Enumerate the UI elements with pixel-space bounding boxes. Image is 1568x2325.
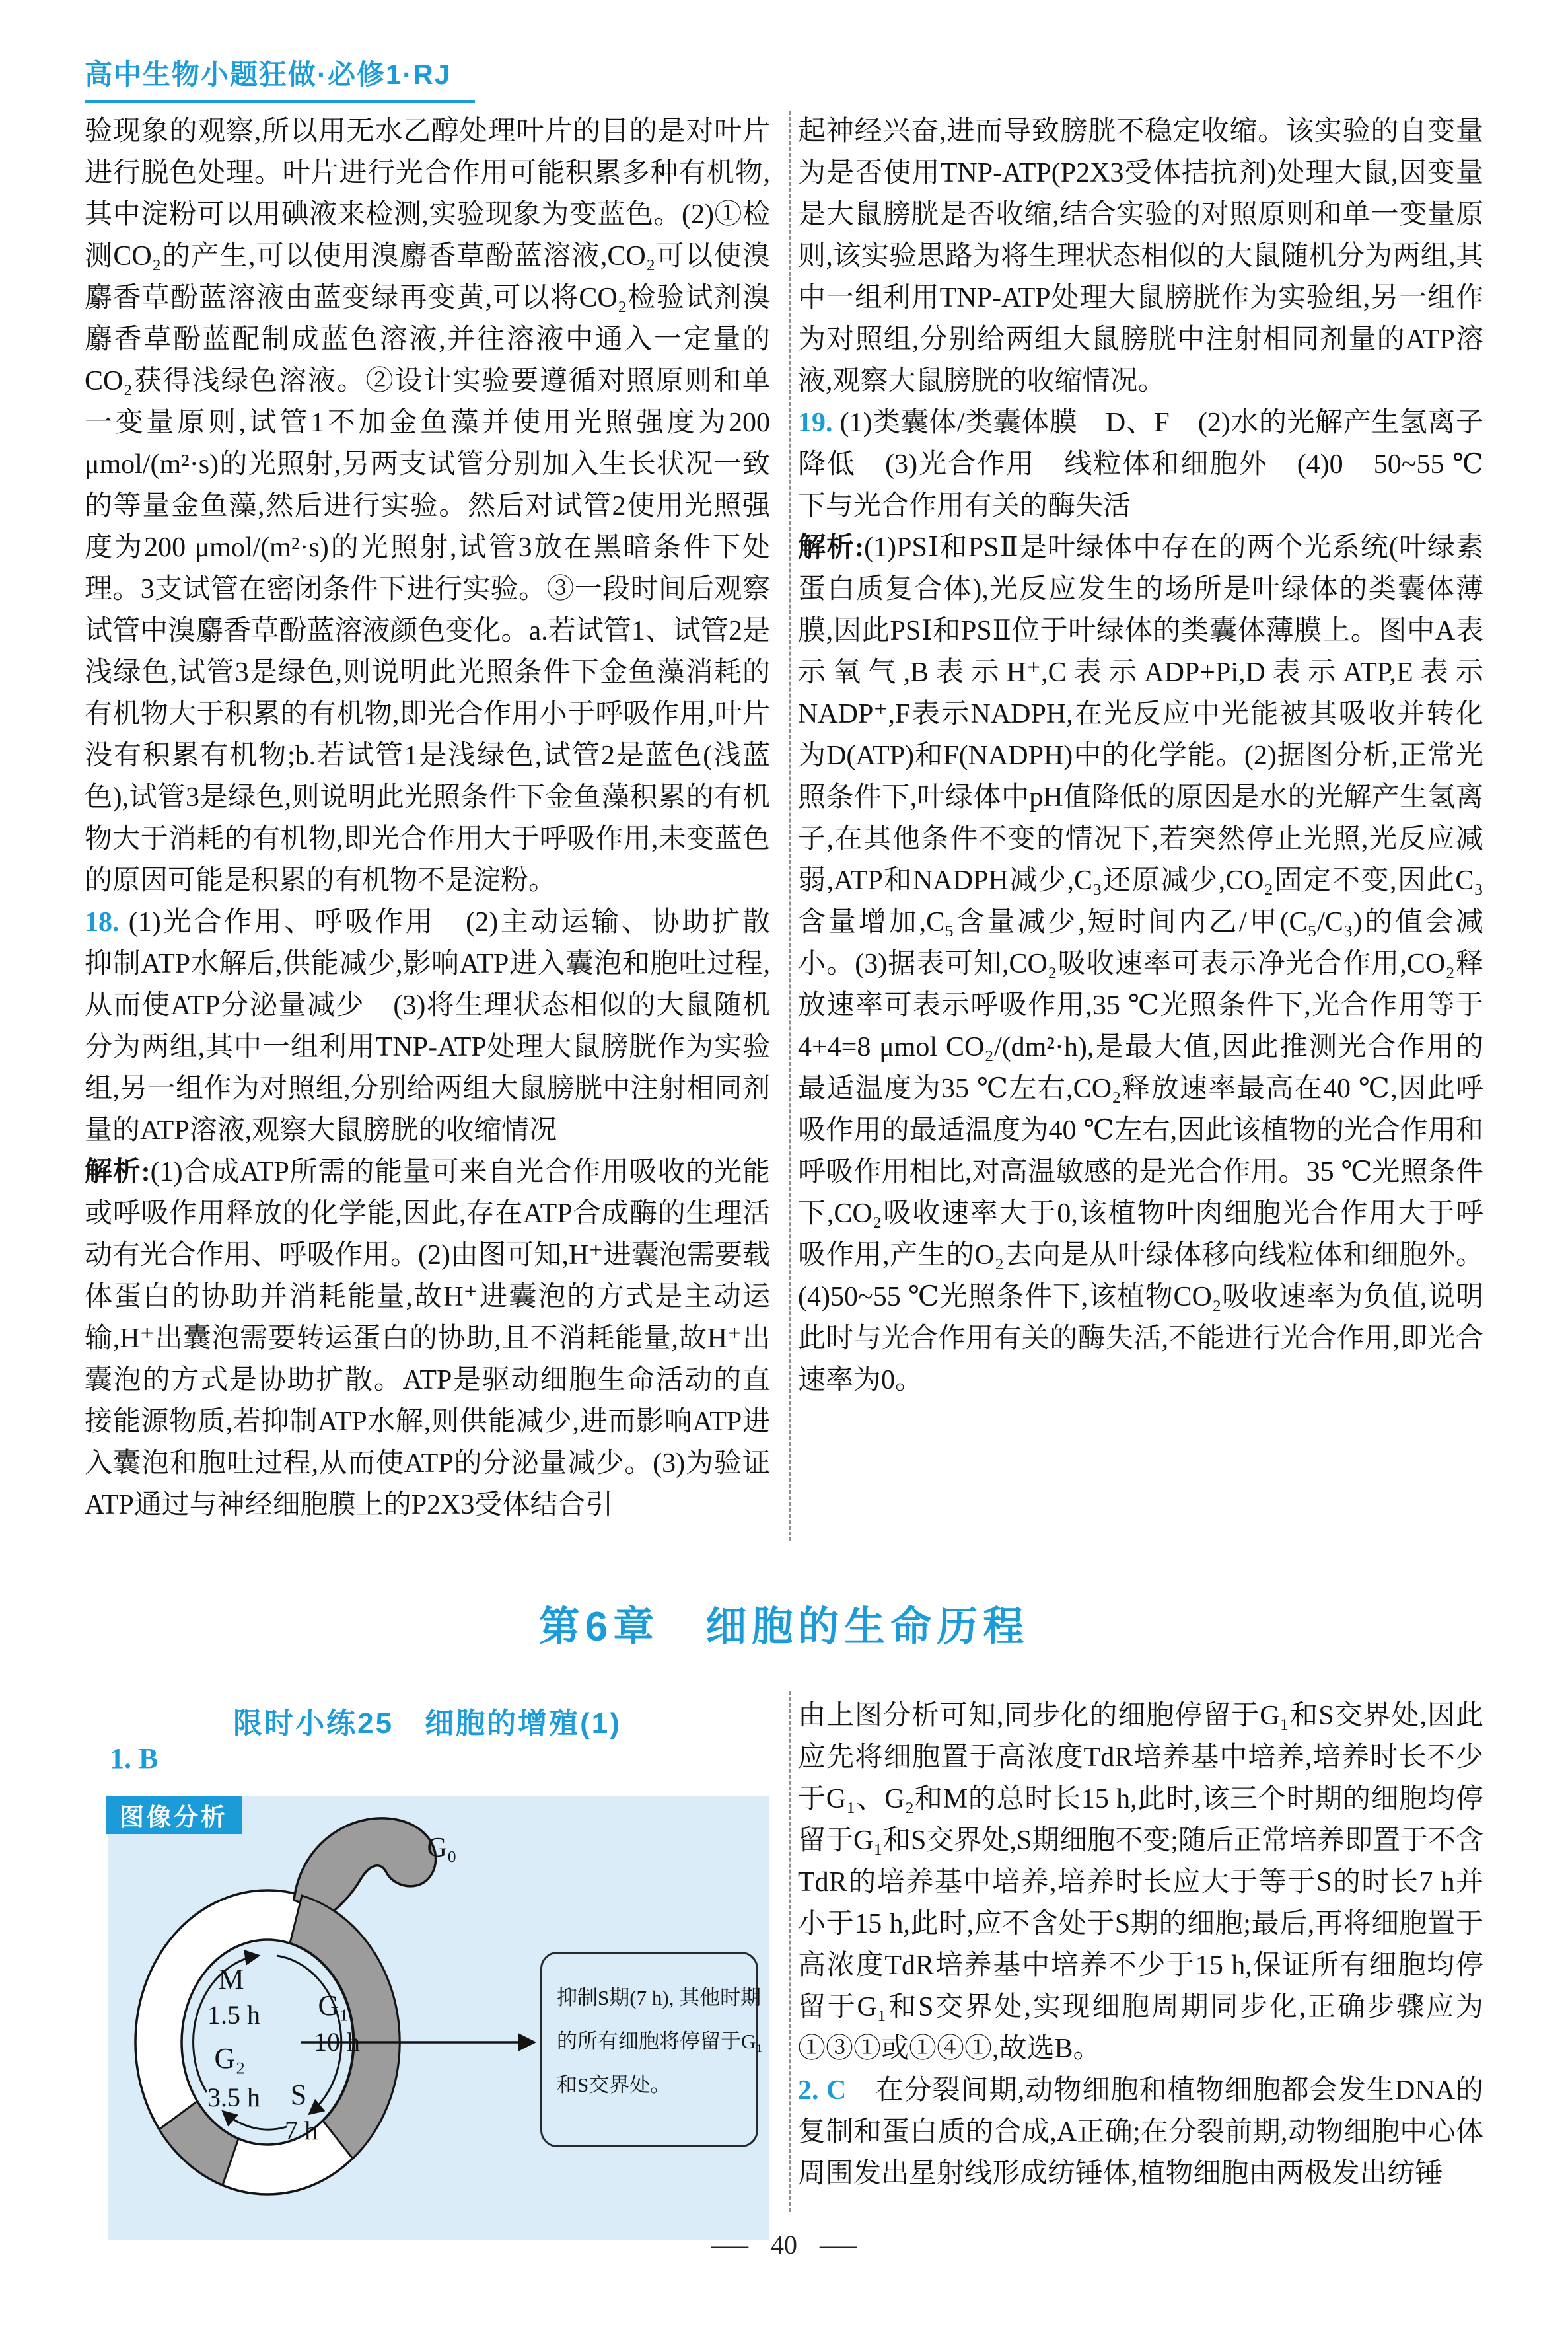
label-m: M (218, 1963, 244, 1995)
section-heading: 限时小练25 细胞的增殖(1) (233, 1707, 622, 1740)
analysis-label: 解析: (85, 1157, 151, 1187)
label-s: S (290, 2079, 307, 2111)
answer-18-analysis-continuation-text: 起神经兴奋,进而导致膀胱不稳定收缩。该实验的自变量为是否使用TNP-ATP(P2X3受体拮抗剂)处理大鼠,因变量是大鼠膀胱是否收缩,结合实验的对照原则和单一变量原则,该实验思路为将生理状态相似的大鼠随机分为两组,其中一组利用TNP-ATP处理大鼠膀胱作为实验组,另一组作为对照组,分别给两组大鼠膀胱中注射相同剂量的ATP溶液,观察大鼠膀胱的收缩情况。 (798, 116, 1483, 396)
image-analysis-label: 图像分析 (106, 1796, 242, 1834)
callout-line-3: 和S交界处。 (557, 2073, 671, 2096)
answer-18-analysis-text: (1)合成ATP所需的能量可来自光合作用吸收的光能或呼吸作用释放的化学能,因此,存在ATP合成酶的生理活动有光合作用、呼吸作用。(2)由图可知,H⁺进囊泡需要载体蛋白的协助并消耗能量,故H⁺进囊泡的方式是主动运输,H⁺出囊泡需要转运蛋白的协助,且不消耗能量,故H⁺出囊泡的方式是协助扩散。ATP是驱动细胞生命活动的直接能源物质,若抑制ATP水解,则供能减少,进而影响ATP进入囊泡和胞吐过程,从而使ATP的分泌量减少。(3)为验证ATP通过与神经细胞膜上的P2X3受体结合引 (85, 1157, 770, 1520)
page-number: 40 (771, 2230, 797, 2260)
answer-18-analysis-continuation (798, 111, 1483, 402)
label-g2-time: 3.5 h (207, 2083, 260, 2112)
answer-1-analysis-text: 由上图分析可知,同步化的细胞停留于G₁和S交界处,因此应先将细胞置于高浓度TdR培养基中培养,培养时长不少于G₁、G₂和M的总时长15 h,此时,该三个时期的细胞均停留于G₁和S交界处,S期细胞不变;随后正常培养即置于不含TdR的培养基中培养,培养时长应大于等于S的时长7 h并小于15 h,此时,应不含处于S期的细胞;最后,再将细胞置于高浓度TdR培养基中培养不少于15 h,保证所有细胞均停留于G₁和S交界处,实现细胞周期同步化,正确步骤应为①③①或①④①,故选B。 (798, 1701, 1483, 2064)
label-g2: G₂ (214, 2042, 246, 2075)
right-column-bottom (798, 1695, 1483, 2195)
answer-19-analysis-text: (1)PSⅠ和PSⅡ是叶绿体中存在的两个光系统(叶绿素蛋白质复合体),光反应发生的场所是叶绿体的类囊体薄膜,因此PSⅠ和PSⅡ位于叶绿体的类囊体薄膜上。图中A表示氧气,B表示H⁺,C表示ADP+Pi,D表示ATP,E表示NADP⁺,F表示NADPH,在光反应中光能被其吸收并转化为D(ATP)和F(NADPH)中的化学能。(2)据图分析,正常光照条件下,叶绿体中pH值降低的原因是水的光解产生氢离子,在其他条件不变的情况下,若突然停止光照,光反应减弱,ATP和NADPH减少,C₃还原减少,CO₂固定不变,因此C₃含量增加,C₅含量减少,短时间内乙/甲(C₅/C₃)的值会减小。(3)据表可知,CO₂吸收速率可表示净光合作用,CO₂释放速率可表示呼吸作用,35 ℃光照条件下,光合作用等于4+4=8 μmol CO₂/(dm²·h),是最大值,因此推测光合作用的最适温度为35 ℃左右,CO₂释放速率最高在40 ℃,因此呼吸作用的最适温度为40 ℃左右,因此该植物的光合作用和呼吸作用相比,对高温敏感的是光合作用。35 ℃光照条件下,CO₂吸收速率大于0,该植物叶肉细胞光合作用大于呼吸作用,产生的O₂去向是从叶绿体移向线粒体和细胞外。(4)50~55 ℃光照条件下,该植物CO₂吸收速率为负值,说明此时与光合作用有关的酶失活,不能进行光合作用,即光合速率为0。 (798, 533, 1483, 1395)
callout-box (540, 1952, 764, 2147)
answer-2-number: 2. C (798, 2075, 847, 2106)
column-divider-bottom (789, 1691, 791, 2212)
right-column-top (798, 111, 1483, 1401)
answer-18-analysis (85, 1152, 770, 1526)
page-header-title: 高中生物小题狂做·必修1·RJ (85, 53, 475, 103)
answer-1: 1. B (110, 1742, 159, 1775)
footer-dash-right: — (820, 2230, 857, 2260)
chapter-heading: 第6章 细胞的生命历程 (538, 1604, 1030, 1650)
page-footer (0, 2229, 1568, 2260)
label-g1-time: 10 h (314, 2027, 360, 2057)
label-s-time: 7 h (285, 2116, 318, 2145)
callout-line-1: 抑制S期(7 h), 其他时期 (557, 1986, 762, 2009)
answer-18-text: (1)光合作用、呼吸作用 (2)主动运输、协助扩散 抑制ATP水解后,供能减少,影响ATP进入囊泡和胞吐过程,从而使ATP分泌量减少 (3)将生理状态相似的大鼠随机分为两组,其中一组利用TNP-ATP处理大鼠膀胱作为实验组,另一组作为对照组,分别给两组大鼠膀胱中注射相同剂量的ATP溶液,观察大鼠膀胱的收缩情况 (85, 907, 799, 1146)
answer-2 (798, 2070, 1483, 2195)
analysis-label: 解析: (798, 533, 865, 563)
answer-2-text: 在分裂间期,动物细胞和植物细胞都会发生DNA的复制和蛋白质的合成,A正确;在分裂前期,动物细胞中心体周围发出星射线形成纺锤体,植物细胞由两极发出纺锤 (798, 2075, 1483, 2189)
page-header (85, 53, 475, 103)
image-analysis-panel (108, 1796, 769, 2240)
label-g1: G₁ (318, 1989, 349, 2022)
answer-18 (85, 902, 799, 1152)
callout-line-2: 的所有细胞将停留于G₁ (557, 2030, 764, 2053)
answer-19-number: 19. (798, 408, 833, 438)
answer-19 (798, 402, 1483, 527)
answer-19-analysis (798, 527, 1483, 1401)
answer-1-analysis-continuation (798, 1695, 1483, 2070)
answer-17-text: 验现象的观察,所以用无水乙醇处理叶片的目的是对叶片进行脱色处理。叶片进行光合作用可能积累多种有机物,其中淀粉可以用碘液来检测,实验现象为变蓝色。(2)①检测CO₂的产生,可以使用溴麝香草酚蓝溶液,CO₂可以使溴麝香草酚蓝溶液由蓝变绿再变黄,可以将CO₂检验试剂溴麝香草酚蓝配制成蓝色溶液,并往溶液中通入一定量的CO₂获得浅绿色溶液。②设计实验要遵循对照原则和单一变量原则,试管1不加金鱼藻并使用光照强度为200 μmol/(m²·s)的光照射,另两支试管分别加入生长状况一致的等量金鱼藻,然后进行实验。然后对试管2使用光照强度为200 μmol/(m²·s)的光照射,试管3放在黑暗条件下处理。3支试管在密闭条件下进行实验。③一段时间后观察试管中溴麝香草酚蓝溶液颜色变化。a.若试管1、试管2是浅绿色,试管3是绿色,则说明此光照条件下金鱼藻消耗的有机物大于积累的有机物,即光合作用小于呼吸作用,叶片没有积累有机物;b.若试管1是浅绿色,试管2是蓝色(浅蓝色),试管3是绿色,则说明此光照条件下金鱼藻积累的有机物大于消耗的有机物,即光合作用大于呼吸作用,未变蓝色的原因可能是积累的有机物不是淀粉。 (85, 116, 770, 896)
answer-19-text: (1)类囊体/类囊体膜 D、F (2)水的光解产生氢离子降低 (3)光合作用 线粒体和细胞外 (4)0 50~55 ℃下与光合作用有关的酶失活 (798, 408, 1484, 521)
label-m-time: 1.5 h (207, 2000, 260, 2030)
left-column-top (85, 111, 799, 1526)
g0-branch-shape (294, 1818, 436, 1913)
footer-dash-left: — (711, 2230, 748, 2260)
label-g0: G₀ (427, 1833, 457, 1863)
answer-17-continuation (85, 111, 770, 902)
column-divider-top (789, 111, 791, 1541)
answer-18-number: 18. (85, 907, 120, 938)
